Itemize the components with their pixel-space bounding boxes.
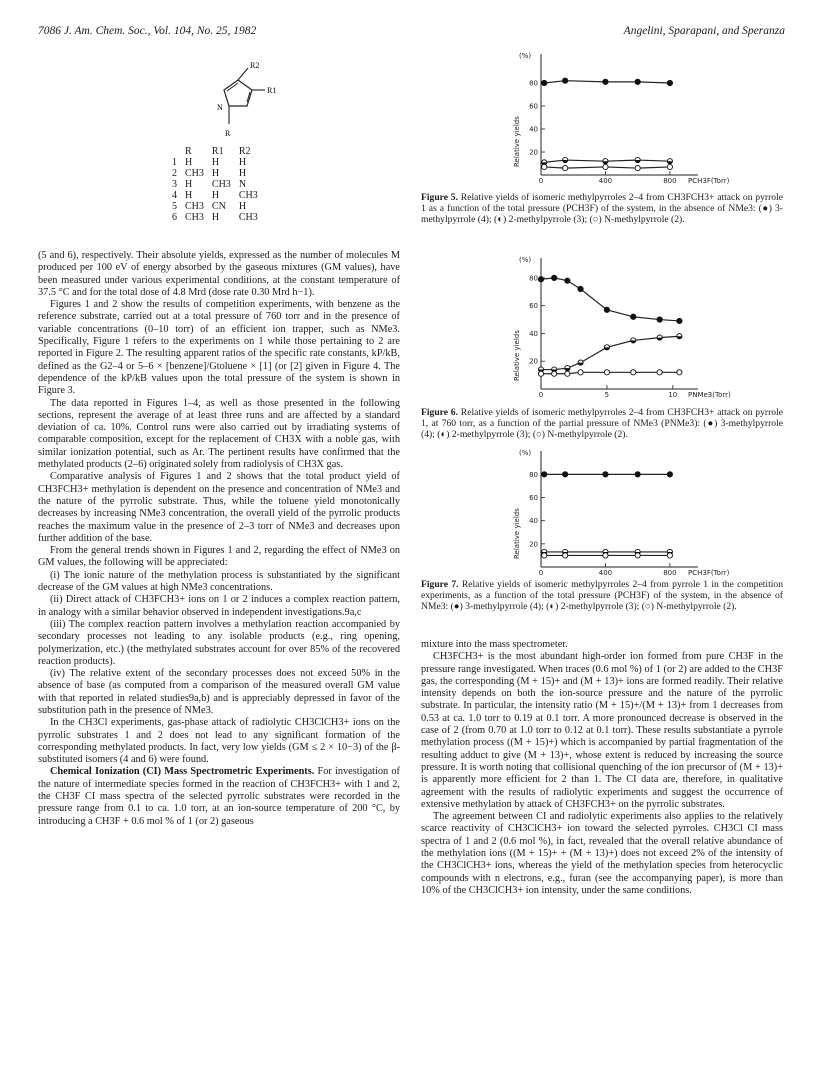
paragraph bbox=[38, 250, 400, 299]
y-tick-label: 80 bbox=[529, 470, 538, 479]
table-cell: H bbox=[238, 157, 247, 168]
series-line bbox=[541, 336, 679, 369]
y-tick-label: 40 bbox=[529, 125, 538, 134]
table-cell: 5 bbox=[172, 201, 177, 212]
paragraph bbox=[38, 594, 400, 619]
figure-7 bbox=[421, 447, 783, 613]
y-tick-label: 20 bbox=[529, 148, 538, 157]
table-cell: H bbox=[185, 157, 193, 168]
table-row bbox=[172, 212, 266, 223]
paragraph-text: The data reported in Figures 1–4, as well as those presented in the following sections, represent the average of at least three runs and are affected by a standard deviation of ca. 10%. Control runs were also carried out by irradiating systems of comparable composition, except for the replacement of CH3X with a noble gas, with similar ionization potential, such as Ar. The pertinent results have confirmed that the methylated products (2–6) originated solely from radiolysis of CH3X gas. bbox=[38, 397, 400, 471]
figure-5-chart bbox=[421, 50, 783, 190]
data-point-3-methylpyrrole bbox=[563, 78, 568, 83]
data-point-3-methylpyrrole bbox=[631, 314, 636, 319]
x-tick-label: 0 bbox=[538, 569, 544, 577]
table-head-cell: R2 bbox=[238, 146, 251, 157]
paragraph-text: (ii) Direct attack of CH3FCH3+ ions on 1 or 2 induces a complex reaction pattern, in analogy with a similar behavior observed in independent investigations.9a,c bbox=[38, 594, 400, 618]
data-point-n-methylpyrrole bbox=[603, 553, 608, 558]
figure-6-caption bbox=[421, 407, 783, 441]
left-text-column bbox=[38, 250, 400, 828]
data-point-3-methylpyrrole bbox=[667, 80, 672, 85]
data-point-n-methylpyrrole bbox=[563, 553, 568, 558]
paragraph-text: In the CH3Cl experiments, gas-phase attack of radiolytic CH3ClCH3+ ions on the pyrrolic substrates 1 and 2 does not lead to any significant formation of the corresponding methylated products. In fact, very low yields (GM ≤ 2 × 10−3) of the β-substituted isomers (4 and 6) were found. bbox=[38, 717, 400, 766]
paragraph bbox=[38, 471, 400, 545]
x-tick-label: 400 bbox=[598, 569, 613, 577]
data-point-3-methylpyrrole bbox=[552, 275, 557, 280]
table-cell: CH3 bbox=[185, 201, 204, 212]
y-tick-label: 80 bbox=[529, 274, 538, 283]
data-point-n-methylpyrrole bbox=[565, 371, 570, 376]
x-tick-label: 800 bbox=[663, 177, 677, 185]
y-axis-unit: (%) bbox=[519, 256, 532, 264]
y-tick-label: 60 bbox=[529, 302, 538, 311]
y-tick-label: 40 bbox=[529, 329, 538, 338]
table-row bbox=[172, 190, 266, 201]
x-tick-label: 0 bbox=[538, 177, 544, 185]
data-point-3-methylpyrrole bbox=[657, 317, 662, 322]
caption-text: Relative yields of isomeric methylpyrroles 2–4 from CH3FCH3+ attack on pyrrole 1 as a function of the total pressure (PCH3F) of the system, in the absence of NMe3: (●) 3-methylpyrrole (4); (◐) 2-methylpyrrole (3); (○) N-methylpyrrole (2). bbox=[421, 192, 783, 226]
paragraph bbox=[38, 398, 400, 472]
y-axis-label: Relative yields bbox=[513, 116, 521, 167]
x-axis-label: PCH3F(Torr) bbox=[688, 177, 730, 185]
caption-text: Relative yields of isomeric methylpyrroles 2–4 from CH3FCH3+ attack on pyrrole 1, at 760 torr, as a function of the partial pressure of NMe3 (PNMe3): (●) 3-methylpyrrole (4); (◐) 2-methylpyrrole (3); (○) N-methylpyrrole (2). bbox=[421, 407, 783, 441]
data-point-3-methylpyrrole bbox=[563, 472, 568, 477]
data-point-n-methylpyrrole bbox=[563, 166, 568, 171]
data-point-n-methylpyrrole bbox=[667, 164, 672, 169]
data-point-3-methylpyrrole bbox=[542, 472, 547, 477]
paragraph bbox=[38, 766, 400, 827]
figure-6 bbox=[421, 250, 783, 441]
y-tick-label: 80 bbox=[529, 79, 538, 88]
data-point-3-methylpyrrole bbox=[538, 277, 543, 282]
data-point-3-methylpyrrole bbox=[603, 472, 608, 477]
table-cell: H bbox=[238, 168, 247, 179]
table-cell: CH3 bbox=[185, 168, 204, 179]
data-point-n-methylpyrrole bbox=[552, 371, 557, 376]
table-cell: H bbox=[211, 157, 220, 168]
data-point-n-methylpyrrole bbox=[657, 370, 662, 375]
section-heading: Chemical Ionization (CI) Mass Spectrometric Experiments. bbox=[50, 766, 315, 778]
data-point-n-methylpyrrole bbox=[578, 370, 583, 375]
y-axis-unit: (%) bbox=[519, 449, 532, 457]
data-point-3-methylpyrrole bbox=[667, 472, 672, 477]
data-point-3-methylpyrrole bbox=[604, 307, 609, 312]
table-cell: H bbox=[211, 190, 220, 201]
series-line bbox=[541, 278, 679, 321]
data-point-n-methylpyrrole bbox=[603, 164, 608, 169]
caption-label: Figure 6. bbox=[421, 407, 458, 418]
table-row bbox=[172, 157, 266, 168]
x-axis-label: PCH3F(Torr) bbox=[688, 569, 730, 577]
data-point-3-methylpyrrole bbox=[542, 80, 547, 85]
paragraph-text: (5 and 6), respectively. Their absolute yields, expressed as the number of molecules M produced per 100 eV of energy absorbed by the gaseous mixtures (GM values), have been measured under various experimental conditions, at the constant temperature of 37.5 °C and for the total dose of 4.8 Mrd (dose rate 0.30 Mrd h−1). bbox=[38, 250, 400, 298]
ring-label-r2: R2 bbox=[250, 61, 260, 70]
table-cell: 2 bbox=[172, 168, 177, 179]
y-tick-label: 60 bbox=[529, 494, 538, 503]
substituent-table bbox=[172, 146, 266, 223]
y-axis-unit: (%) bbox=[519, 52, 532, 60]
caption-label: Figure 7. bbox=[421, 579, 459, 590]
data-point-n-methylpyrrole bbox=[631, 370, 636, 375]
ring-label-r: R bbox=[225, 129, 231, 138]
caption-label: Figure 5. bbox=[421, 192, 458, 203]
table-row bbox=[172, 179, 266, 190]
paragraph-text: For investigation of the nature of intermediate species formed in the reaction of CH3FCH3+ with 1 and 2, the CH3F CI mass spectra of the selected pyrrolic substrates were recorded in the pressure range from 0.1 to ca. 1.0 torr, at an ion-source temperature of 200 °C, by introducing a CH3F + 0.6 mol % of 1 (or 2) gaseous bbox=[38, 766, 400, 827]
table-cell: H bbox=[211, 212, 220, 223]
right-text-column bbox=[421, 639, 783, 897]
y-tick-label: 20 bbox=[529, 540, 538, 549]
ring-label-r1: R1 bbox=[267, 86, 277, 95]
y-tick-label: 60 bbox=[529, 102, 538, 111]
data-point-n-methylpyrrole bbox=[635, 553, 640, 558]
y-tick-label: 20 bbox=[529, 357, 538, 366]
paragraph bbox=[421, 639, 783, 651]
paragraph-text: CH3FCH3+ is the most abundant high-order ion formed from pure CH3F in the pressure range investigated. When traces (0.6 mol %) of 1 (or 2) are added to the CH3F gas, the corresponding (M + 15)+ and (M + 13)+ ions are formed readily. Their relative intensity depends on both the ion-source pressure and the nature of the pyrrolic substrate. In particular, the intensity ratio (M + 15)+/(M + 13)+ from 1 decreases from 0.53 at ca. 1.0 torr to 0.19 at 0.1 torr. A more pronounced decrease is observed in the case of 2 (from 0.70 at 1.0 torr to 0.12 at 0.1 torr). These results substantiate a pyrrole methylation process ((M + 15)+) which is accompanied by partial fragmentation of the resulting adduct to give (M + 13)+, whose extent is reduced by increasing the source pressure. It is worth noting that collisional quenching of the ion precursor of (M + 13)+ is apparently more efficient for 2 than 1. The CI data are, therefore, in qualitative agreement with the results of radiolytic experiments and suggest the occurrence of extensive methylation by attack of CH3FCH3+ on the pyrrolic substrates. bbox=[421, 651, 783, 810]
data-point-n-methylpyrrole bbox=[667, 553, 672, 558]
table-cell: 6 bbox=[172, 212, 177, 223]
paragraph bbox=[421, 811, 783, 897]
running-header-left: 7086 J. Am. Chem. Soc., Vol. 104, No. 25, 1982 bbox=[38, 25, 257, 37]
data-point-3-methylpyrrole bbox=[635, 79, 640, 84]
data-point-3-methylpyrrole bbox=[603, 79, 608, 84]
substituent-table-header bbox=[172, 146, 266, 157]
paragraph-text: mixture into the mass spectrometer. bbox=[421, 639, 568, 650]
data-point-3-methylpyrrole bbox=[677, 318, 682, 323]
paragraph bbox=[38, 717, 400, 766]
paragraph-text: (iii) The complex reaction pattern involves a methylation reaction accompanied by secondary processes not leading to any isolable products (e.g., ring opening, polymerization, etc.) (the methylated substrates account for over 85% of the recovered reaction products). bbox=[38, 618, 400, 667]
table-cell: CN bbox=[211, 201, 226, 212]
table-head-cell: R bbox=[185, 146, 192, 157]
paragraph bbox=[38, 299, 400, 397]
table-cell: N bbox=[238, 179, 247, 190]
x-tick-label: 800 bbox=[663, 569, 677, 577]
running-header-right: Angelini, Sparapani, and Speranza bbox=[623, 25, 785, 37]
table-row bbox=[172, 201, 266, 212]
paragraph-text: The agreement between CI and radiolytic experiments also applies to the relatively scarce reactivity of CH3ClCH3+ ion toward the selected pyrroles. CH3Cl CI mass spectra of 1 and 2 (0.6 mol %), in fact, revealed that the overall relative abundance of the methylation ions ((M + 15)+ + (M + 13)+) does not exceed 2% of the intensity of the CH3ClCH3+ ions, whereas the yield of the methylation species from heterocyclic compounds with n electrons, e.g., furan (see the accompanying paper), is more than 10% of the CH3ClCH3+ ion intensity, under the same conditions. bbox=[421, 811, 783, 896]
table-cell: 3 bbox=[172, 179, 177, 190]
paragraph-text: From the general trends shown in Figures 1 and 2, regarding the effect of NMe3 on GM values, the following will be appreciated: bbox=[38, 545, 400, 569]
table-cell: H bbox=[211, 168, 220, 179]
table-head-cell bbox=[172, 146, 185, 157]
table-cell: CH3 bbox=[211, 179, 231, 190]
ring-label-n: N bbox=[217, 103, 223, 112]
table-cell: H bbox=[185, 190, 193, 201]
table-cell: 4 bbox=[172, 190, 177, 201]
x-tick-label: 5 bbox=[604, 391, 610, 399]
data-point-n-methylpyrrole bbox=[677, 370, 682, 375]
caption-text: Relative yields of isomeric methylpyrroles 2–4 from pyrrole 1 in the competition experiments, as a function of the total pressure (PCH3F) of the system, in the absence of NMe3: (●) 3-methylpyrrole (4); (◐) 2-methylpyrrole (3); (○) N-methylpyrrole (2). bbox=[421, 579, 783, 613]
data-point-3-methylpyrrole bbox=[578, 286, 583, 291]
paragraph bbox=[38, 668, 400, 717]
paragraph bbox=[421, 651, 783, 811]
data-point-n-methylpyrrole bbox=[635, 166, 640, 171]
table-cell: CH3 bbox=[185, 212, 204, 223]
y-tick-label: 40 bbox=[529, 517, 538, 526]
y-axis-label: Relative yields bbox=[513, 508, 521, 559]
data-point-n-methylpyrrole bbox=[542, 164, 547, 169]
paragraph-text: (iv) The relative extent of the secondary processes does not exceed 50% in the absence of base (as computed from a comparison of the measured overall GM value with that reported in related studies9a,b) and is appreciably depressed in favor of the substitution path in the presence of NMe3. bbox=[38, 668, 400, 716]
figure-5 bbox=[421, 50, 783, 226]
x-tick-label: 400 bbox=[598, 177, 613, 185]
table-cell: 1 bbox=[172, 157, 177, 168]
x-tick-label: 0 bbox=[538, 391, 544, 399]
y-axis-label: Relative yields bbox=[513, 330, 521, 381]
paragraph-text: (i) The ionic nature of the methylation process is substantiated by the significant decrease of the GM values at high NMe3 concentrations. bbox=[38, 569, 400, 594]
paragraph-text: Figures 1 and 2 show the results of competition experiments, with benzene as the reference substrate, carried out at a total pressure of 760 torr and in the presence of variable concentrations (0–10 torr) of an efficient ion trapper, such as NMe3. Specifically, Figure 1 refers to the experiments on 1 while those pertaining to 2 are reported in Figure 2. The resulting apparent ratios of the specific rate constants, kP/kB, defined as the G2–4 or 5–6 × [benzene]/Gtoluene × [1] (or [2] given in Figure 4. The dependence of the kP/kB values upon the total pressure of the system is shown in Figure 3. bbox=[38, 299, 400, 397]
table-cell: H bbox=[185, 179, 193, 190]
data-point-n-methylpyrrole bbox=[604, 370, 609, 375]
paragraph bbox=[38, 619, 400, 668]
data-point-3-methylpyrrole bbox=[635, 472, 640, 477]
table-row bbox=[172, 168, 266, 179]
figure-7-caption bbox=[421, 579, 783, 613]
x-tick-label: 10 bbox=[668, 391, 678, 399]
data-point-n-methylpyrrole bbox=[538, 371, 543, 376]
paragraph-text: Comparative analysis of Figures 1 and 2 shows that the total product yield of CH3FCH3+ methylation is dependent on the presence and concentration of NMe3 and the nature of the pyrrolic substrate. Thus, while the toluene yield monotonically decreases by increasing NMe3 concentration, the overall yield of the pyrrolic products reaches the maximum value in the presence of 2–3 torr of NMe3 and decreases upon further addition of the base. bbox=[38, 471, 400, 544]
x-axis-label: PNMe3(Torr) bbox=[688, 391, 731, 399]
table-head-cell: R1 bbox=[211, 146, 224, 157]
table-cell: CH3 bbox=[238, 212, 258, 223]
figure-7-chart bbox=[421, 447, 783, 577]
paragraph bbox=[38, 570, 400, 595]
figure-6-chart bbox=[421, 250, 783, 405]
data-point-3-methylpyrrole bbox=[565, 278, 570, 283]
paragraph bbox=[38, 545, 400, 570]
table-cell: H bbox=[238, 201, 247, 212]
data-point-n-methylpyrrole bbox=[542, 553, 547, 558]
table-cell: CH3 bbox=[238, 190, 258, 201]
pyrrole-structure-diagram bbox=[168, 44, 308, 144]
figure-5-caption bbox=[421, 192, 783, 226]
